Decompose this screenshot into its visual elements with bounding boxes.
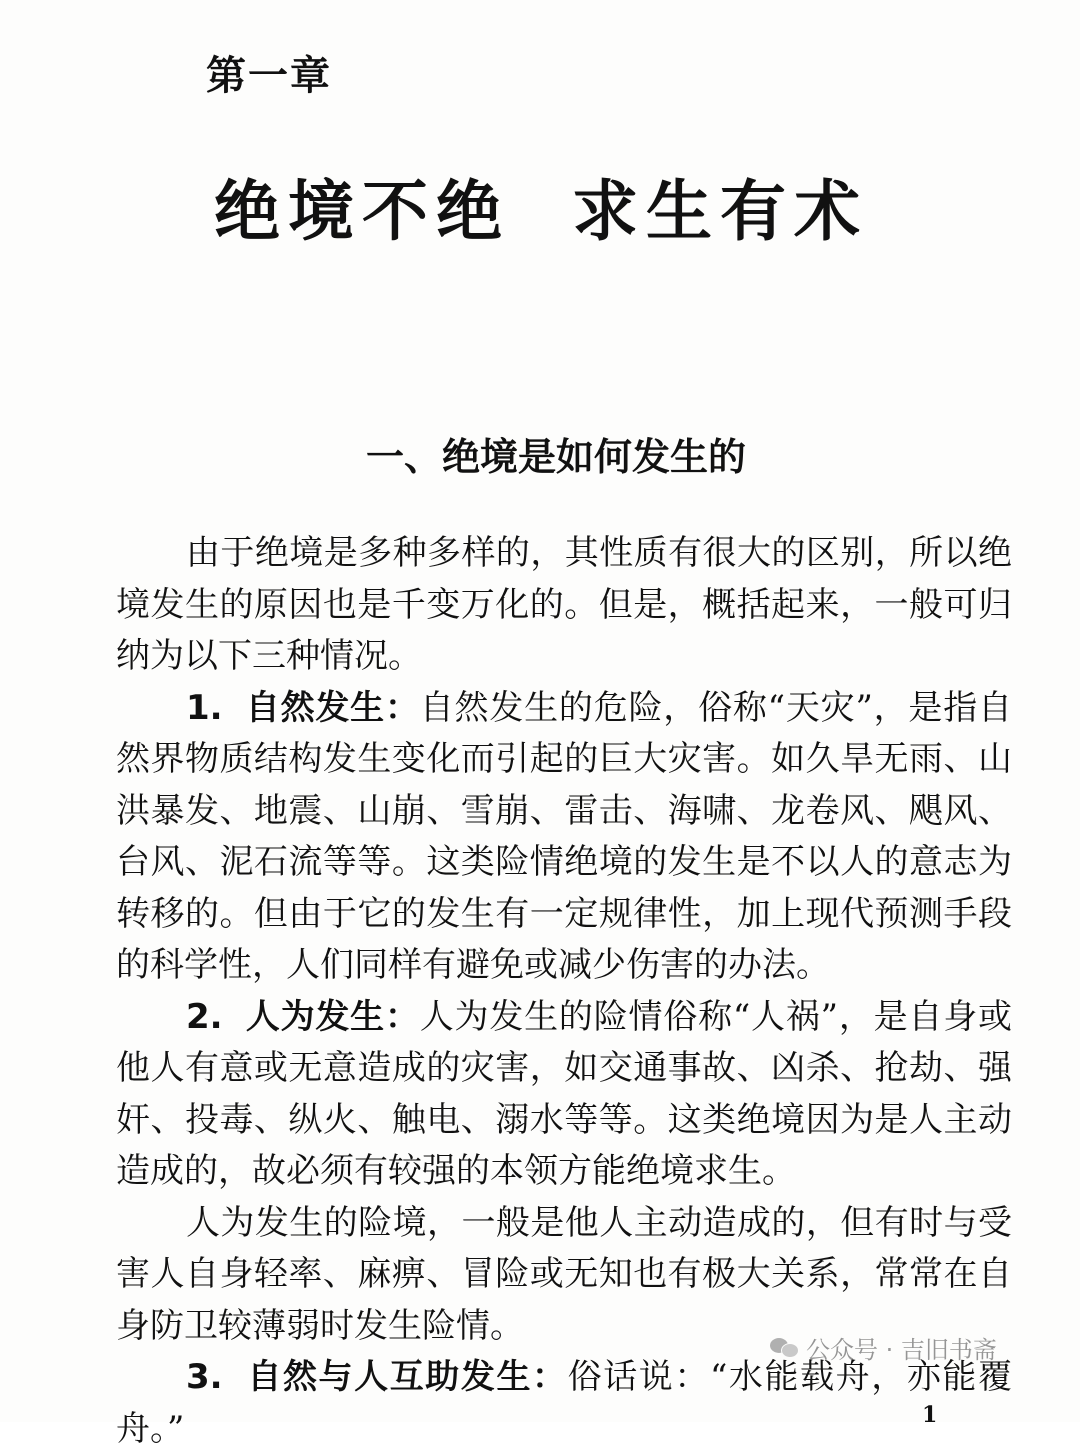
chapter-title: 绝境不绝 求生有术	[214, 173, 868, 250]
paragraph-human-detail: 人为发生的险境，一般是他人主动造成的，但有时与受害人自身轻率、麻痹、冒险或无知也有极大关系，常常在自身防卫较薄弱时发生险情。	[116, 1202, 1012, 1346]
item-term: 人为发生：	[245, 996, 420, 1037]
watermark	[770, 1330, 997, 1365]
item-text: 自然发生的危险，俗称“天灾”，是指自然界物质结构发生变化而引起的巨大灾害。如久旱无雨、山洪暴发、地震、山崩、雪崩、雷击、海啸、龙卷风、飓风、台风、泥石流等等。这类险情绝境的发生是不以人的意志为转移的。但由于它的发生有一定规律性，加上现代预测手段的科学性，人们同样有避免或减少伤害的办法。	[116, 687, 1012, 985]
paragraph-human	[116, 992, 1012, 1198]
item-number: 3.	[186, 1357, 223, 1397]
item-number: 1.	[186, 687, 223, 728]
item-text: 人为发生的险情俗称“人祸”，是自身或他人有意或无意造成的灾害，如交通事故、凶杀、抢劫、强奸、投毒、纵火、触电、溺水等等。这类绝境因为是人主动造成的，故必须有较强的本领方能绝境求生。	[116, 996, 1012, 1191]
chapter-label: 第一章	[206, 53, 332, 99]
page-number: 1	[922, 1402, 938, 1428]
item-term: 自然与人互助发生：	[247, 1357, 568, 1397]
item-term: 自然发生：	[245, 687, 420, 728]
paragraph-intro: 由于绝境是多种多样的，其性质有很大的区别，所以绝境发生的原因也是千变万化的。但是，概括起来，一般可归纳为以下三种情况。	[116, 533, 1012, 676]
watermark-text: 公众号 · 吉旧书斋	[806, 1336, 997, 1364]
section-heading: 一、绝境是如何发生的	[366, 435, 747, 479]
paragraph-natural	[116, 683, 1012, 992]
item-number: 2.	[186, 996, 223, 1037]
paragraph-combined	[116, 1352, 1012, 1455]
body-text	[116, 528, 1012, 1455]
wechat-icon	[770, 1336, 800, 1360]
item-text: 俗话说：“水能载舟，亦能覆舟。”	[116, 1357, 1012, 1449]
